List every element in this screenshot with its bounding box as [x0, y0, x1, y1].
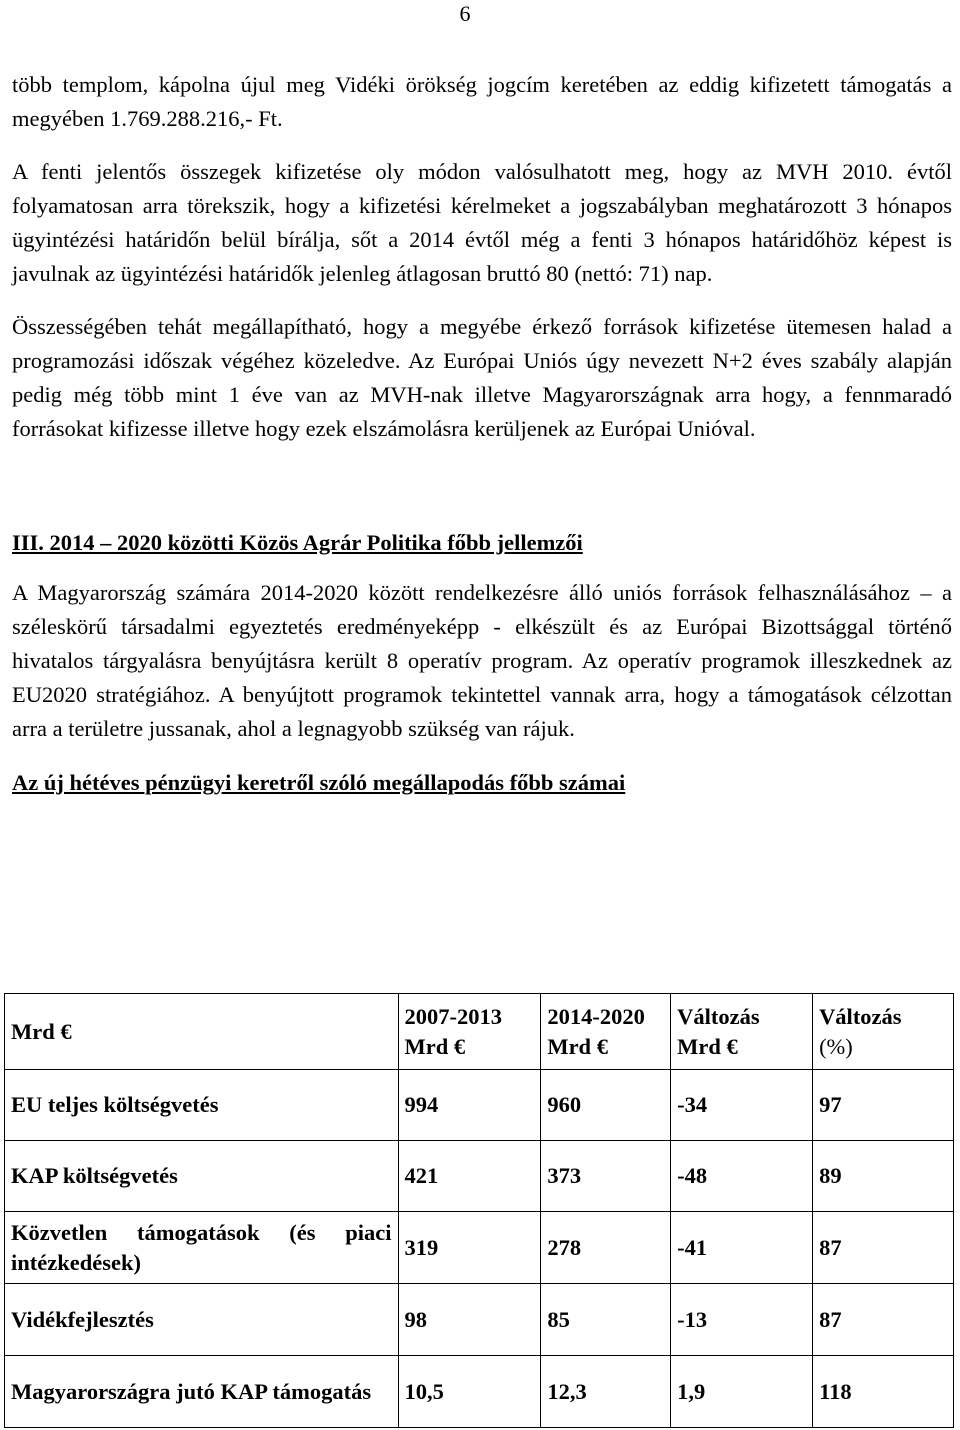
row-value: 421: [398, 1141, 541, 1212]
table-row: [5, 1070, 954, 1141]
row-label: EU teljes költségvetés: [5, 1070, 399, 1141]
row-value: 87: [813, 1212, 954, 1284]
row-value: 12,3: [541, 1356, 671, 1428]
header-cell-unit: Mrd €: [5, 994, 399, 1070]
paragraph-2: A fenti jelentős összegek kifizetése oly módon valósulhatott meg, hogy az MVH 2010. évtől folyamatosan arra törekszik, hogy a kifizetési kérelmeket a jogszabályban meghatározott 3 hónapos ügyintézési határidőn belül bírálja, sőt a 2014 évtől még a fenti 3 hónapos határidőhöz képest is javulnak az ügyintézési határidők jelenleg átlagosan bruttó 80 (nettó: 71) nap.: [12, 159, 952, 286]
header-cell-change-pct-label: Változás: [819, 1003, 902, 1029]
section-heading: III. 2014 – 2020 közötti Közös Agrár Politika főbb jellemzői: [12, 530, 583, 555]
row-value: 373: [541, 1141, 671, 1212]
row-label: KAP költségvetés: [5, 1141, 399, 1212]
row-value: -13: [671, 1284, 813, 1356]
header-cell-change-pct: [813, 994, 954, 1070]
row-label: Magyarországra jutó KAP támogatás: [5, 1356, 399, 1428]
header-cell-change-pct-unit: (%): [819, 1033, 853, 1059]
row-value: -41: [671, 1212, 813, 1284]
row-value: 960: [541, 1070, 671, 1141]
row-value: 87: [813, 1284, 954, 1356]
row-value: 1,9: [671, 1356, 813, 1428]
table-row: [5, 1284, 954, 1356]
row-value: 319: [398, 1212, 541, 1284]
row-label: Közvetlen támogatások (és piaci intézkedések): [5, 1212, 399, 1284]
paragraph-3: Összességében tehát megállapítható, hogy a megyébe érkező források kifizetése ütemesen halad a programozási időszak végéhez közeledve. Az Európai Uniós úgy nevezett N+2 éves szabály alapján pedig még több mint 1 éve van az MVH-nak illetve Magyarországnak arra hogy, a fennmaradó forrásokat kifizesse illetve hogy ezek elszámolásra kerüljenek az Európai Unióval.: [12, 314, 952, 441]
table-header-row: [5, 994, 954, 1070]
row-value: -34: [671, 1070, 813, 1141]
table-row: [5, 1212, 954, 1284]
row-value: 10,5: [398, 1356, 541, 1428]
header-cell-change-abs: Változás Mrd €: [671, 994, 813, 1070]
section-paragraph: A Magyarország számára 2014-2020 között rendelkezésre álló uniós források felhasználásához – a széleskörű társadalmi egyeztetés eredményeképp - elkészült és az Európai Bizottsággal történő hivatalos tárgyalásra benyújtásra került 8 operatív program. Az operatív programok illeszkednek az EU2020 stratégiához. A benyújtott programok tekintettel vannak arra, hogy a támogatások célzottan arra a területre jussanak, ahol a legnagyobb szükség van rájuk.: [12, 580, 952, 741]
page-number: 6: [459, 1, 471, 26]
table-row: [5, 1356, 954, 1428]
row-value: 97: [813, 1070, 954, 1141]
row-value: 118: [813, 1356, 954, 1428]
table-heading: Az új hétéves pénzügyi keretről szóló megállapodás főbb számai: [12, 770, 626, 795]
row-value: -48: [671, 1141, 813, 1212]
row-label: Vidékfejlesztés: [5, 1284, 399, 1356]
row-value: 278: [541, 1212, 671, 1284]
table-row: [5, 1141, 954, 1212]
paragraph-1: több templom, kápolna újul meg Vidéki örökség jogcím keretében az eddig kifizetett támogatás a megyében 1.769.288.216,- Ft.: [12, 72, 952, 131]
header-cell-2014-2020: 2014-2020 Mrd €: [541, 994, 671, 1070]
row-value: 994: [398, 1070, 541, 1141]
row-value: 89: [813, 1141, 954, 1212]
row-value: 85: [541, 1284, 671, 1356]
header-cell-2007-2013: 2007-2013 Mrd €: [398, 994, 541, 1070]
row-value: 98: [398, 1284, 541, 1356]
financial-table: [4, 993, 954, 1428]
document-body: [12, 68, 952, 800]
